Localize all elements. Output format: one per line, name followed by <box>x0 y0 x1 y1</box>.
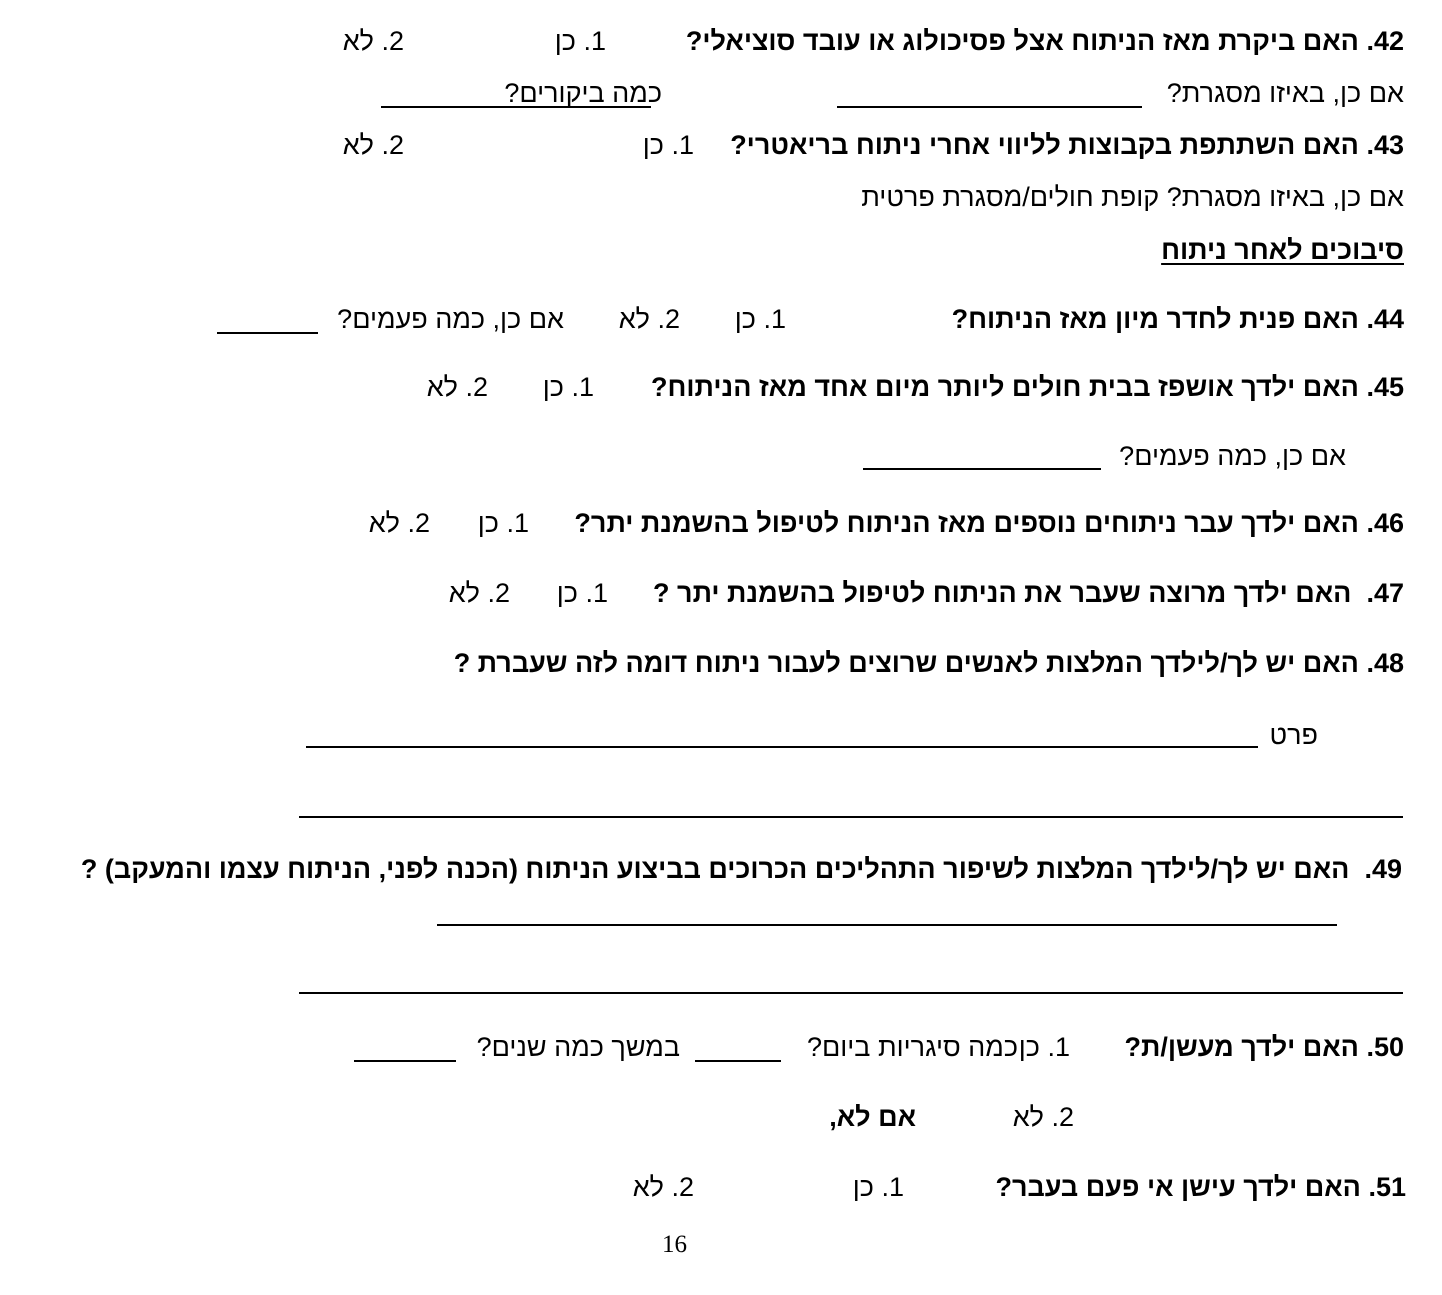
q51-option-yes[interactable]: 1. כן <box>852 1172 904 1202</box>
q45-option-yes[interactable]: 1. כן <box>542 372 594 402</box>
q49-answer-field-2[interactable] <box>299 992 1403 994</box>
q42-number: 42. <box>1366 26 1404 56</box>
q50-if-no-label: אם לא, <box>829 1102 916 1132</box>
q50-years-field[interactable] <box>354 1060 456 1062</box>
q43-text: האם השתתפת בקבוצות לליווי אחרי ניתוח בריאטרי? <box>730 130 1359 160</box>
q45-number: 45. <box>1366 372 1404 402</box>
q47-option-yes[interactable]: 1. כן <box>556 578 608 608</box>
q45-text: האם ילדך אושפז בבית חולים ליותר מיום אחד מאז הניתוח? <box>651 372 1359 402</box>
page-number: 16 <box>662 1231 687 1258</box>
q46-number: 46. <box>1366 508 1404 538</box>
q50-years-label: במשך כמה שנים? <box>476 1032 680 1062</box>
q49-number: 49. <box>1364 854 1402 884</box>
q42-option-no[interactable]: 2. לא <box>342 26 404 56</box>
q44-text: האם פנית לחדר מיון מאז הניתוח? <box>951 304 1359 334</box>
q47-text: האם ילדך מרוצה שעבר את הניתוח לטיפול בהשמנת יתר ? <box>653 578 1352 608</box>
q48-detail-field-1[interactable] <box>306 746 1258 748</box>
q48-detail-label: פרט <box>1269 720 1318 750</box>
q48-number: 48. <box>1366 648 1404 678</box>
q44-question <box>952 306 1404 333</box>
q43-followup: אם כן, באיזו מסגרת? קופת חולים/מסגרת פרטית <box>861 182 1404 212</box>
q50-question <box>1124 1034 1404 1061</box>
q42-followup-framework-label: אם כן, באיזו מסגרת? <box>1166 78 1404 108</box>
q48-detail-field-2[interactable] <box>299 816 1403 818</box>
q43-question <box>730 132 1404 159</box>
section-heading: סיבוכים לאחר ניתוח <box>1161 235 1404 265</box>
q51-question <box>995 1174 1406 1201</box>
q48-question <box>454 650 1404 677</box>
q51-text: האם ילדך עישן אי פעם בעבר? <box>995 1172 1361 1202</box>
q44-option-no[interactable]: 2. לא <box>618 304 680 334</box>
q43-option-yes[interactable]: 1. כן <box>642 130 694 160</box>
q42-framework-field[interactable] <box>837 106 1142 108</box>
q48-text: האם יש לך/לילדך המלצות לאנשים שרוצים לעבור ניתוח דומה לזה שעברת ? <box>453 648 1359 678</box>
q42-visits-field[interactable] <box>381 106 651 108</box>
q46-question <box>574 510 1404 537</box>
q51-number: 51. <box>1368 1172 1406 1202</box>
q45-count-field[interactable] <box>863 468 1101 470</box>
q50-text: האם ילדך מעשן/ת? <box>1124 1032 1359 1062</box>
q51-option-no[interactable]: 2. לא <box>632 1172 694 1202</box>
q42-question <box>686 28 1404 55</box>
q47-question <box>653 580 1404 607</box>
q50-cigs-per-day-field[interactable] <box>695 1060 781 1062</box>
q42-text: האם ביקרת מאז הניתוח אצל פסיכולוג או עובד סוציאלי? <box>685 26 1359 56</box>
q43-number: 43. <box>1366 130 1404 160</box>
q44-count-field[interactable] <box>217 332 318 334</box>
q50-option-yes[interactable]: 1. כן <box>1018 1032 1070 1062</box>
q45-option-no[interactable]: 2. לא <box>426 372 488 402</box>
q49-question <box>81 856 1402 883</box>
q47-number: 47. <box>1366 578 1404 608</box>
q49-text: האם יש לך/לילדך המלצות לשיפור התהליכים הכרוכים בביצוע הניתוח (הכנה לפני, הניתוח עצמו והמעקב) ? <box>80 854 1350 884</box>
q47-option-no[interactable]: 2. לא <box>448 578 510 608</box>
q46-text: האם ילדך עבר ניתוחים נוספים מאז הניתוח לטיפול בהשמנת יתר? <box>574 508 1359 538</box>
q44-followup-label: אם כן, כמה פעמים? <box>337 304 564 334</box>
q44-number: 44. <box>1366 304 1404 334</box>
q49-answer-field-1[interactable] <box>437 924 1337 926</box>
q50-number: 50. <box>1366 1032 1404 1062</box>
q50-option-no[interactable]: 2. לא <box>1012 1102 1074 1132</box>
q43-option-no[interactable]: 2. לא <box>342 130 404 160</box>
q45-question <box>651 374 1404 401</box>
q42-option-yes[interactable]: 1. כן <box>554 26 606 56</box>
q50-cigs-per-day-label: כמה סיגריות ביום? <box>806 1032 1018 1062</box>
q46-option-no[interactable]: 2. לא <box>368 508 430 538</box>
q44-option-yes[interactable]: 1. כן <box>734 304 786 334</box>
q46-option-yes[interactable]: 1. כן <box>477 508 529 538</box>
q42-followup-visits-label: כמה ביקורים? <box>504 78 662 108</box>
q45-followup-label: אם כן, כמה פעמים? <box>1119 441 1346 471</box>
